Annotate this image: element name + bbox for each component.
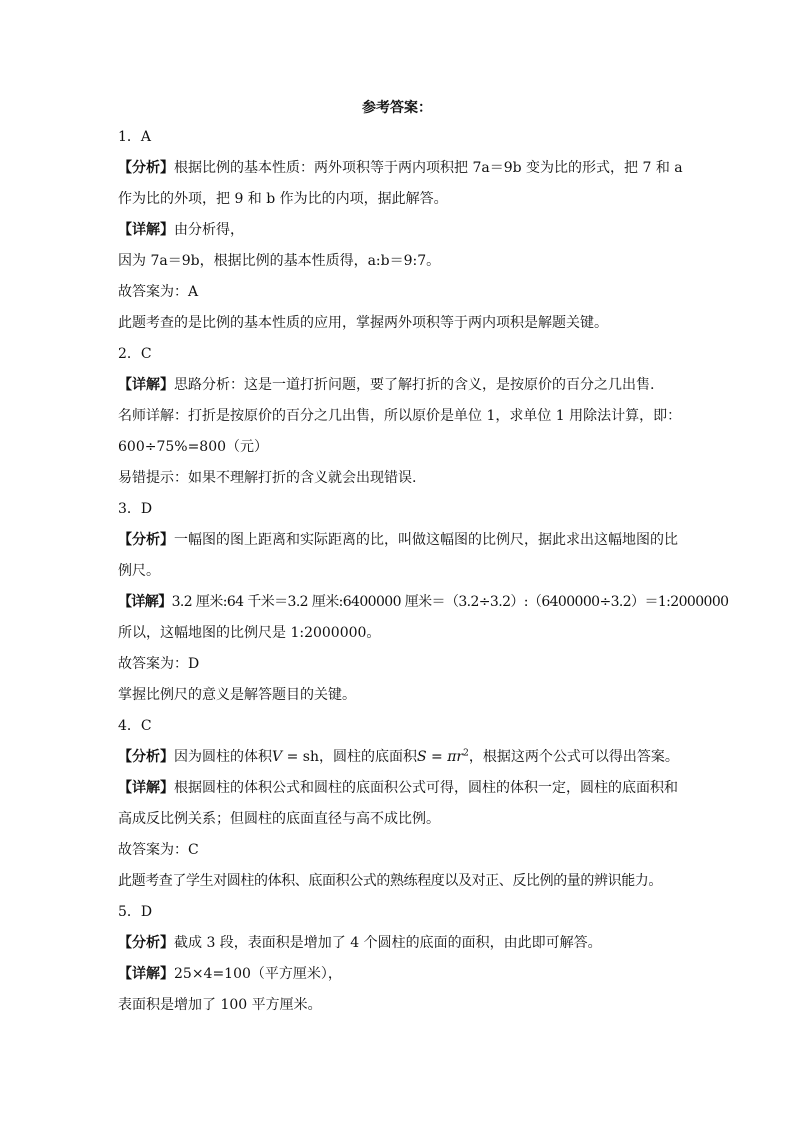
q1-answer: 故答案为：A [118, 284, 199, 300]
answer-content [118, 122, 729, 1021]
q5-detail-text-1: 25×4=100（平方厘米）， [174, 966, 342, 982]
formula-exponent: 2 [463, 748, 469, 759]
q5-detail-line-1 [118, 959, 680, 990]
q4-detail-text-1: 根据圆柱的体积公式和圆柱的底面积公式可得，圆柱的体积一定，圆柱的底面积和 [174, 780, 678, 796]
q4-analysis-tag: 【分析】 [118, 749, 174, 765]
q4-analysis-post: ，根据这两个公式可以得出答案。 [468, 749, 679, 765]
q2-detail-line-1 [118, 370, 680, 401]
q3-analysis-line-1 [118, 525, 680, 556]
q3-analysis-text-1: 一幅图的图上距离和实际距离的比，叫做这幅图的比例尺，据此求出这幅地图的比 [174, 532, 678, 548]
q5-detail-line-2: 表面积是增加了 100 平方厘米。 [118, 997, 322, 1013]
q5-analysis-text-1: 截成 3 段，表面积是增加了 4 个圆柱的底面的面积，由此即可解答。 [174, 935, 602, 951]
q3-detail-line-1 [118, 587, 729, 618]
q3-analysis-tag: 【分析】 [118, 532, 174, 548]
q3-analysis-line-2: 例尺。 [118, 563, 160, 579]
formula-pi-symbol: π [447, 749, 457, 765]
q3-answer: 故答案为：D [118, 656, 200, 672]
q1-detail-line-2: 因为 7a＝9b，根据比例的基本性质得，a:b＝9:7。 [118, 253, 441, 269]
q5-detail-tag: 【详解】 [118, 966, 174, 982]
q4-note: 此题考查了学生对圆柱的体积、底面积公式的熟练程度以及对正、反比例的量的辨识能力。 [118, 873, 662, 889]
q3-note: 掌握比例尺的意义是解答题目的关键。 [118, 687, 356, 703]
q1-detail-line-1 [118, 215, 680, 246]
q1-number: 1．A [118, 129, 152, 145]
q3-detail-tag: 【详解】 [118, 594, 172, 610]
q1-detail-tag: 【详解】 [118, 222, 174, 238]
q3-detail-text-1: 3.2 厘米:64 千米＝3.2 厘米:6400000 厘米＝（3.2÷3.2）:（6400000÷3.2）＝1:2000000 [171, 594, 729, 610]
q5-analysis-line-1 [118, 928, 680, 959]
q1-analysis-line-2: 作为比的外项，把 9 和 b 作为比的内项，据此解答。 [118, 191, 448, 207]
q1-analysis-text-1: 根据比例的基本性质：两外项积等于两内项积把 7a＝9b 变为比的形式，把 7 和 a [174, 160, 683, 176]
q2-detail-line-4: 易错提示：如果不理解打折的含义就会出现错误. [118, 470, 417, 486]
formula-v-symbol: V [272, 749, 283, 765]
q2-detail-tag: 【详解】 [118, 377, 174, 393]
q5-number: 5．D [118, 904, 153, 920]
q2-detail-line-2: 名师详解：打折是按原价的百分之几出售，所以原价是单位 1，求单位 1 用除法计算，即： [118, 408, 682, 424]
q4-detail-line-2: 高成反比例关系；但圆柱的底面直径与高不成比例。 [118, 811, 440, 827]
q4-detail-line-1 [118, 773, 680, 804]
q4-answer: 故答案为：C [118, 842, 199, 858]
q4-analysis-line-1 [118, 742, 680, 773]
page-title: 参考答案： [362, 100, 432, 116]
q5-analysis-tag: 【分析】 [118, 935, 174, 951]
formula-s-symbol: S [416, 749, 427, 765]
q2-number: 2．C [118, 346, 152, 362]
q1-note: 此题考查的是比例的基本性质的应用，掌握两外项积等于两内项积是解题关键。 [118, 315, 608, 331]
formula-v-rest: = sh [282, 749, 319, 765]
q4-analysis-mid: ，圆柱的底面积 [318, 749, 417, 765]
formula-s-equals: = [426, 749, 448, 765]
q1-analysis-line-1 [118, 153, 683, 184]
q4-detail-tag: 【详解】 [118, 780, 174, 796]
q3-detail-line-2: 所以，这幅地图的比例尺是 1:2000000。 [118, 625, 381, 641]
q2-detail-line-3: 600÷75%=800（元） [118, 439, 269, 455]
q1-detail-text-1: 由分析得， [174, 222, 244, 238]
q4-analysis-pre: 因为圆柱的体积 [174, 749, 272, 765]
q1-analysis-tag: 【分析】 [118, 160, 174, 176]
q4-number: 4．C [118, 718, 152, 734]
q2-detail-text-1: 思路分析：这是一道打折问题，要了解打折的含义，是按原价的百分之几出售. [174, 377, 655, 393]
formula-r-symbol: r [456, 749, 464, 765]
q3-number: 3．D [118, 501, 153, 517]
